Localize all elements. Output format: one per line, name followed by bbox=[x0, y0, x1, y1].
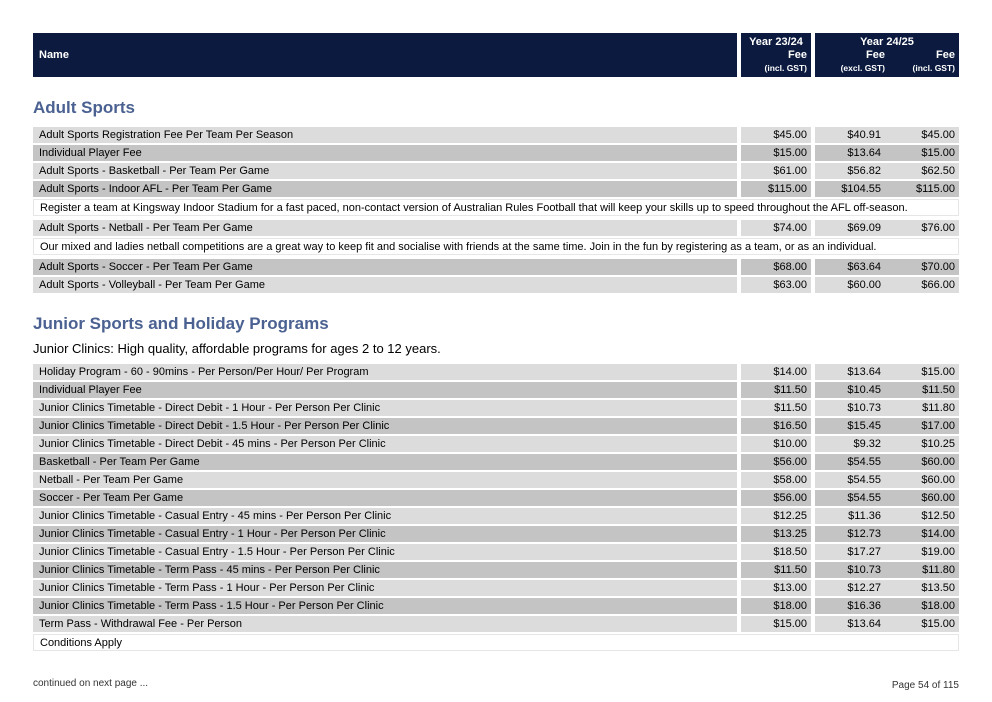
table-row bbox=[33, 277, 959, 293]
row-fee-2324: $63.00 bbox=[741, 277, 811, 293]
row-fee-2425-excl: $15.45 bbox=[847, 420, 881, 432]
row-fee-2324: $11.50 bbox=[741, 562, 811, 578]
row-name: Adult Sports - Volleyball - Per Team Per Game bbox=[33, 277, 737, 293]
fee-schedule-page bbox=[33, 33, 959, 655]
row-fee-2324: $58.00 bbox=[741, 472, 811, 488]
row-fee-2324: $74.00 bbox=[741, 220, 811, 236]
row-fee-2324: $15.00 bbox=[741, 145, 811, 161]
header-year1-sub: (incl. GST) bbox=[764, 63, 807, 73]
row-fee-2425 bbox=[815, 127, 959, 143]
table-row bbox=[33, 580, 959, 596]
header-year1-label: Year 23/24 bbox=[749, 36, 803, 48]
row-name: Term Pass - Withdrawal Fee - Per Person bbox=[33, 616, 737, 632]
row-name: Junior Clinics Timetable - Direct Debit - 45 mins - Per Person Per Clinic bbox=[33, 436, 737, 452]
row-fee-2425 bbox=[815, 598, 959, 614]
row-name: Adult Sports - Netball - Per Team Per Game bbox=[33, 220, 737, 236]
header-name: Name bbox=[33, 33, 737, 77]
row-fee-2425 bbox=[815, 544, 959, 560]
row-fee-2425-excl: $10.45 bbox=[847, 384, 881, 396]
row-fee-2425-excl: $16.36 bbox=[847, 600, 881, 612]
row-fee-2425-incl: $13.50 bbox=[921, 582, 955, 594]
row-fee-2425-incl: $76.00 bbox=[921, 222, 955, 234]
row-fee-2425 bbox=[815, 400, 959, 416]
row-fee-2425-excl: $40.91 bbox=[847, 129, 881, 141]
row-fee-2425-excl: $63.64 bbox=[847, 261, 881, 273]
adult-rows-netball bbox=[33, 220, 959, 236]
row-fee-2425 bbox=[815, 436, 959, 452]
footer-page-number: Page 54 of 115 bbox=[891, 680, 959, 691]
row-name: Adult Sports - Soccer - Per Team Per Game bbox=[33, 259, 737, 275]
header-year2 bbox=[815, 33, 959, 77]
row-fee-2324: $16.50 bbox=[741, 418, 811, 434]
row-fee-2425-incl: $60.00 bbox=[921, 474, 955, 486]
row-name: Adult Sports - Basketball - Per Team Per Game bbox=[33, 163, 737, 179]
row-fee-2324: $56.00 bbox=[741, 454, 811, 470]
row-fee-2425-incl: $15.00 bbox=[921, 618, 955, 630]
table-row bbox=[33, 364, 959, 380]
row-fee-2324: $13.25 bbox=[741, 526, 811, 542]
table-row bbox=[33, 400, 959, 416]
footer-continued: continued on next page ... bbox=[33, 678, 149, 689]
row-name: Basketball - Per Team Per Game bbox=[33, 454, 737, 470]
junior-intro: Junior Clinics: High quality, affordable programs for ages 2 to 12 years. bbox=[33, 341, 441, 356]
row-fee-2425 bbox=[815, 382, 959, 398]
row-fee-2324: $11.50 bbox=[741, 382, 811, 398]
table-row bbox=[33, 508, 959, 524]
row-fee-2425-incl: $70.00 bbox=[921, 261, 955, 273]
row-fee-2425-excl: $54.55 bbox=[847, 474, 881, 486]
row-fee-2425-incl: $60.00 bbox=[921, 492, 955, 504]
header-year1 bbox=[741, 33, 811, 77]
row-fee-2425 bbox=[815, 418, 959, 434]
row-fee-2425-incl: $45.00 bbox=[921, 129, 955, 141]
adult-note-afl: Register a team at Kingsway Indoor Stadium for a fast paced, non-contact version of Australian Rules Football that will keep your skills up to speed throughout the AFL off-season. bbox=[33, 199, 959, 216]
row-name: Junior Clinics Timetable - Term Pass - 1 Hour - Per Person Per Clinic bbox=[33, 580, 737, 596]
row-name: Soccer - Per Team Per Game bbox=[33, 490, 737, 506]
row-fee-2324: $61.00 bbox=[741, 163, 811, 179]
row-fee-2425-incl: $115.00 bbox=[916, 183, 955, 195]
row-fee-2425-incl: $18.00 bbox=[921, 600, 955, 612]
row-fee-2425 bbox=[815, 163, 959, 179]
header-year2-fee-incl: Fee bbox=[936, 49, 955, 61]
junior-rows bbox=[33, 364, 959, 632]
row-name: Junior Clinics Timetable - Term Pass - 45 mins - Per Person Per Clinic bbox=[33, 562, 737, 578]
row-fee-2425-incl: $62.50 bbox=[921, 165, 955, 177]
table-row bbox=[33, 454, 959, 470]
table-header bbox=[33, 33, 959, 77]
row-fee-2425-excl: $9.32 bbox=[853, 438, 881, 450]
header-year2-label: Year 24/25 bbox=[860, 36, 914, 48]
row-name: Junior Clinics Timetable - Direct Debit - 1.5 Hour - Per Person Per Clinic bbox=[33, 418, 737, 434]
row-name: Junior Clinics Timetable - Casual Entry - 1.5 Hour - Per Person Per Clinic bbox=[33, 544, 737, 560]
junior-note-conditions: Conditions Apply bbox=[33, 634, 959, 651]
row-fee-2425 bbox=[815, 220, 959, 236]
section-title-adult: Adult Sports bbox=[33, 98, 135, 117]
table-row bbox=[33, 259, 959, 275]
table-row bbox=[33, 181, 959, 197]
row-fee-2324: $13.00 bbox=[741, 580, 811, 596]
row-fee-2425-excl: $11.36 bbox=[848, 510, 881, 522]
row-name: Junior Clinics Timetable - Casual Entry - 45 mins - Per Person Per Clinic bbox=[33, 508, 737, 524]
row-fee-2425-excl: $56.82 bbox=[847, 165, 881, 177]
row-fee-2425 bbox=[815, 145, 959, 161]
row-name: Holiday Program - 60 - 90mins - Per Person/Per Hour/ Per Program bbox=[33, 364, 737, 380]
table-row bbox=[33, 127, 959, 143]
row-fee-2425 bbox=[815, 454, 959, 470]
row-fee-2425 bbox=[815, 616, 959, 632]
row-fee-2425 bbox=[815, 181, 959, 197]
table-row bbox=[33, 544, 959, 560]
row-fee-2425-incl: $12.50 bbox=[921, 510, 955, 522]
row-fee-2324: $10.00 bbox=[741, 436, 811, 452]
row-fee-2425-incl: $66.00 bbox=[921, 279, 955, 291]
row-name: Junior Clinics Timetable - Direct Debit - 1 Hour - Per Person Per Clinic bbox=[33, 400, 737, 416]
row-fee-2324: $14.00 bbox=[741, 364, 811, 380]
row-name: Netball - Per Team Per Game bbox=[33, 472, 737, 488]
table-row bbox=[33, 220, 959, 236]
row-fee-2425-incl: $17.00 bbox=[921, 420, 955, 432]
table-row bbox=[33, 145, 959, 161]
table-row bbox=[33, 436, 959, 452]
row-name: Junior Clinics Timetable - Term Pass - 1.5 Hour - Per Person Per Clinic bbox=[33, 598, 737, 614]
row-fee-2425 bbox=[815, 277, 959, 293]
row-fee-2425-excl: $12.73 bbox=[847, 528, 881, 540]
row-name: Individual Player Fee bbox=[33, 382, 737, 398]
table-row bbox=[33, 490, 959, 506]
row-fee-2425-excl: $54.55 bbox=[847, 456, 881, 468]
row-fee-2425-incl: $11.80 bbox=[922, 564, 955, 576]
row-fee-2425-incl: $11.80 bbox=[922, 402, 955, 414]
table-row bbox=[33, 382, 959, 398]
row-fee-2425-excl: $69.09 bbox=[847, 222, 881, 234]
row-name: Adult Sports - Indoor AFL - Per Team Per Game bbox=[33, 181, 737, 197]
adult-rows-other bbox=[33, 259, 959, 293]
row-fee-2425-incl: $15.00 bbox=[921, 366, 955, 378]
section-title-junior: Junior Sports and Holiday Programs bbox=[33, 314, 329, 333]
row-fee-2425-excl: $104.55 bbox=[841, 183, 881, 195]
row-fee-2425-incl: $19.00 bbox=[921, 546, 955, 558]
row-fee-2425-excl: $54.55 bbox=[847, 492, 881, 504]
row-fee-2425-incl: $60.00 bbox=[921, 456, 955, 468]
header-year1-fee: Fee bbox=[788, 49, 807, 61]
row-fee-2324: $11.50 bbox=[741, 400, 811, 416]
row-fee-2324: $12.25 bbox=[741, 508, 811, 524]
table-row bbox=[33, 526, 959, 542]
row-name: Junior Clinics Timetable - Casual Entry - 1 Hour - Per Person Per Clinic bbox=[33, 526, 737, 542]
row-fee-2425 bbox=[815, 508, 959, 524]
row-name: Adult Sports Registration Fee Per Team Per Season bbox=[33, 127, 737, 143]
adult-note-netball: Our mixed and ladies netball competitions are a great way to keep fit and socialise with friends at the same time. Join in the fun by registering as a team, or as an individual. bbox=[33, 238, 959, 255]
row-fee-2324: $15.00 bbox=[741, 616, 811, 632]
row-fee-2425-incl: $10.25 bbox=[921, 438, 955, 450]
row-fee-2324: $45.00 bbox=[741, 127, 811, 143]
header-year2-fee-excl-sub: (excl. GST) bbox=[840, 63, 885, 73]
table-row bbox=[33, 598, 959, 614]
row-fee-2425-excl: $10.73 bbox=[847, 402, 881, 414]
table-row bbox=[33, 562, 959, 578]
row-fee-2324: $18.00 bbox=[741, 598, 811, 614]
row-fee-2425 bbox=[815, 472, 959, 488]
table-row bbox=[33, 418, 959, 434]
header-year2-fee-excl: Fee bbox=[866, 49, 885, 61]
row-fee-2425-incl: $14.00 bbox=[921, 528, 955, 540]
row-fee-2425 bbox=[815, 580, 959, 596]
row-fee-2425-excl: $60.00 bbox=[847, 279, 881, 291]
row-fee-2324: $68.00 bbox=[741, 259, 811, 275]
row-fee-2425 bbox=[815, 364, 959, 380]
row-fee-2324: $56.00 bbox=[741, 490, 811, 506]
row-fee-2425-incl: $11.50 bbox=[922, 384, 955, 396]
header-year2-fee-incl-sub: (incl. GST) bbox=[912, 63, 955, 73]
row-fee-2425 bbox=[815, 259, 959, 275]
row-fee-2425-incl: $15.00 bbox=[921, 147, 955, 159]
row-fee-2425-excl: $13.64 bbox=[847, 366, 881, 378]
row-fee-2425 bbox=[815, 490, 959, 506]
row-fee-2324: $18.50 bbox=[741, 544, 811, 560]
row-fee-2425-excl: $13.64 bbox=[847, 147, 881, 159]
row-name: Individual Player Fee bbox=[33, 145, 737, 161]
row-fee-2425-excl: $12.27 bbox=[847, 582, 881, 594]
row-fee-2425 bbox=[815, 526, 959, 542]
table-row bbox=[33, 616, 959, 632]
row-fee-2425-excl: $10.73 bbox=[847, 564, 881, 576]
row-fee-2324: $115.00 bbox=[741, 181, 811, 197]
table-row bbox=[33, 472, 959, 488]
adult-rows bbox=[33, 127, 959, 197]
table-row bbox=[33, 163, 959, 179]
row-fee-2425-excl: $13.64 bbox=[847, 618, 881, 630]
row-fee-2425-excl: $17.27 bbox=[847, 546, 881, 558]
row-fee-2425 bbox=[815, 562, 959, 578]
